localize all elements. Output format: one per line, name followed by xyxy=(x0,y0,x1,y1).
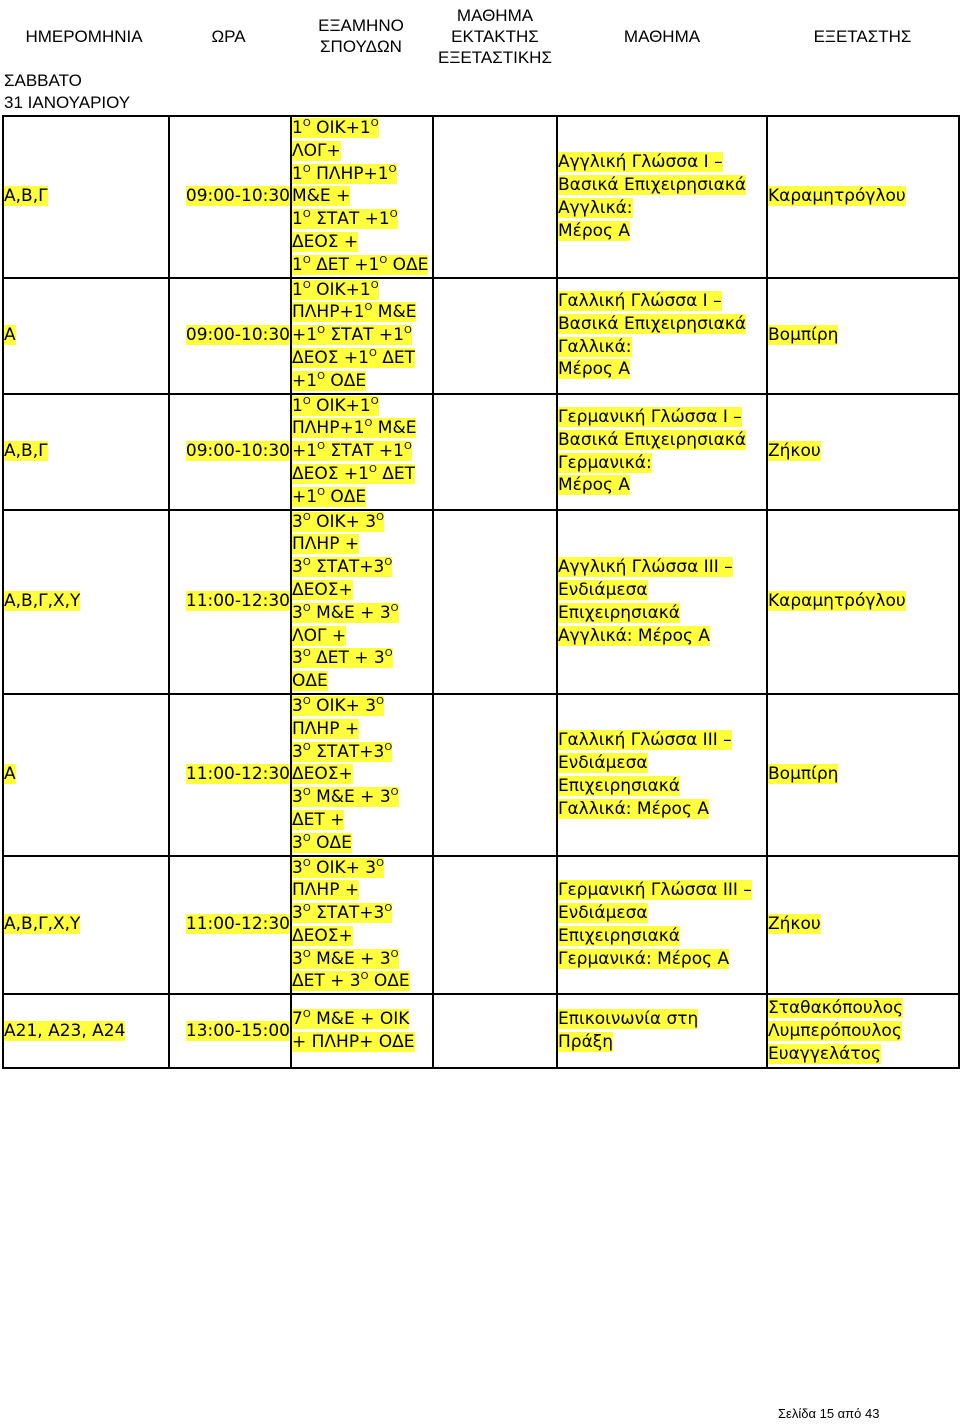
semester-line: $3^O$ $OIK+ 3^O$ xyxy=(292,695,384,716)
semester-line: $1^O$ $OIK+1^O$ ΛΟΓ+ xyxy=(292,118,379,161)
course-line: Μέρος Α xyxy=(558,359,631,380)
time-text: 11:00-12:30 xyxy=(185,591,290,612)
dept-cell xyxy=(3,994,169,1068)
semester-line: $3^O$ $\Sigma TAT+3^O$ xyxy=(292,903,393,924)
dept-cell xyxy=(3,116,169,278)
time-cell xyxy=(169,278,291,394)
semester-line: $\Pi\Lambda HP+1^O$ Μ&Ε xyxy=(292,302,417,323)
course-line: Αγγλική Γλώσσα Ι – xyxy=(558,152,723,173)
dept-cell xyxy=(3,694,169,856)
dept-cell xyxy=(3,278,169,394)
course-line: Ενδιάμεσα xyxy=(558,752,648,773)
time-text: 09:00-10:30 xyxy=(185,186,290,207)
examiner-name: Καραμητρόγλου xyxy=(768,186,906,207)
exam-day-date: 31 ΙΑΝΟΥΑΡΙΟΥ xyxy=(4,93,131,112)
exam-day-name: ΣΑΒΒΑΤΟ xyxy=(4,71,82,90)
course-line: Επιχειρησιακά xyxy=(558,602,681,623)
course-cell xyxy=(557,278,767,394)
dept-text: Α,Β,Γ,Χ,Υ xyxy=(4,591,81,612)
examiner-cell xyxy=(767,510,959,694)
dept-text: Α xyxy=(4,325,16,346)
semester-line: $3^O$ Μ&Ε + $3^O$ xyxy=(292,787,399,808)
semester-line: ΔΕΟΣ+ xyxy=(292,764,353,785)
course-ext-cell xyxy=(433,394,557,510)
examiner-name: Ζήκου xyxy=(768,441,821,462)
exam-schedule-table xyxy=(2,115,960,1069)
examiner-cell xyxy=(767,994,959,1068)
course-cell xyxy=(557,116,767,278)
semester-line: $+1^O$ ΟΔΕ xyxy=(292,486,367,507)
semester-line: $3^O$ $OIK+ 3^O$ xyxy=(292,857,384,878)
course-cell xyxy=(557,994,767,1068)
course-line: Επιχειρησιακά xyxy=(558,925,681,946)
examiner-cell xyxy=(767,116,959,278)
examiner-name: Ζήκου xyxy=(768,914,821,935)
semester-cell xyxy=(291,116,433,278)
examiner-cell xyxy=(767,394,959,510)
semester-line: $\Delta EO\Sigma +1^O$ ΔΕΤ xyxy=(292,463,416,484)
semester-line: $1^O$ $OIK+1^O$ xyxy=(292,279,379,300)
course-line: Γαλλικά: Μέρος Α xyxy=(558,798,709,819)
table-row xyxy=(3,694,959,856)
semester-line: $\Pi\Lambda HP+1^O$ Μ&Ε xyxy=(292,418,417,439)
time-cell xyxy=(169,116,291,278)
time-cell xyxy=(169,394,291,510)
examiner-cell xyxy=(767,694,959,856)
course-line: Γερμανικά: Μέρος Α xyxy=(558,948,730,969)
semester-line: $1^O$ $\Delta ET +1^O$ ΟΔΕ xyxy=(292,254,429,275)
examiner-cell xyxy=(767,278,959,394)
course-ext-cell xyxy=(433,994,557,1068)
dept-text: Α xyxy=(4,764,16,785)
time-cell xyxy=(169,856,291,995)
header-date: ΗΜΕΡΟΜΗΝΙΑ xyxy=(25,26,143,46)
semester-cell xyxy=(291,856,433,995)
course-ext-cell xyxy=(433,278,557,394)
semester-line: $\Delta ET + 3^O$ ΟΔΕ xyxy=(292,971,410,992)
time-text: 11:00-12:30 xyxy=(185,914,290,935)
course-cell xyxy=(557,394,767,510)
course-line: Γερμανικά: xyxy=(558,452,652,473)
dept-cell xyxy=(3,510,169,694)
table-row xyxy=(3,510,959,694)
header-semester: ΕΞΑΜΗΝΟ ΣΠΟΥΔΩΝ xyxy=(318,16,404,56)
semester-line: $3^O$ Μ&Ε + $3^O$ xyxy=(292,948,399,969)
semester-line: Μ&Ε + xyxy=(292,186,351,207)
dept-text: Α,Β,Γ xyxy=(4,186,48,207)
course-line: Γερμανική Γλώσσα ΙΙΙ – xyxy=(558,880,752,901)
semester-line: ΠΛΗΡ + xyxy=(292,718,360,739)
semester-line: ΔΕΤ + xyxy=(292,809,345,830)
course-ext-cell xyxy=(433,856,557,995)
semester-line: $3^O$ $\Delta ET + 3^O$ ΟΔΕ xyxy=(292,648,393,692)
semester-cell xyxy=(291,694,433,856)
dept-cell xyxy=(3,394,169,510)
semester-line: + ΠΛΗΡ+ ΟΔΕ xyxy=(292,1032,415,1053)
course-line: Επιχειρησιακά xyxy=(558,775,681,796)
course-line: Μέρος Α xyxy=(558,220,631,241)
table-row xyxy=(3,856,959,995)
course-line: Αγγλική Γλώσσα ΙΙΙ – xyxy=(558,557,733,578)
semester-line: ΠΛΗΡ + xyxy=(292,880,360,901)
examiner-cell xyxy=(767,856,959,995)
semester-line: $\Delta EO\Sigma +1^O$ ΔΕΤ xyxy=(292,347,416,368)
examiner-name: Ευαγγελάτος xyxy=(768,1043,881,1064)
course-line: Γερμανική Γλώσσα Ι – xyxy=(558,406,742,427)
semester-line: $3^O$ ΟΔΕ xyxy=(292,832,352,853)
dept-cell xyxy=(3,856,169,995)
examiner-name: Βομπίρη xyxy=(768,325,839,346)
examiner-name: Καραμητρόγλου xyxy=(768,591,906,612)
course-line: Βασικά Επιχειρησιακά xyxy=(558,313,747,334)
semester-line: $3^O$ $\Sigma TAT+3^O$ xyxy=(292,557,393,578)
semester-line: $+1^O$ $\Sigma TAT +1^O$ xyxy=(292,441,412,462)
time-text: 13:00-15:00 xyxy=(185,1020,290,1041)
semester-line: ΠΛΗΡ + xyxy=(292,534,360,555)
time-cell xyxy=(169,510,291,694)
course-ext-cell xyxy=(433,694,557,856)
exam-day xyxy=(4,70,284,114)
semester-line: $3^O$ Μ&Ε + $3^O$ xyxy=(292,602,399,623)
semester-line: $1^O$ $OIK+1^O$ xyxy=(292,395,379,416)
examiner-name: Σταθακόπουλος xyxy=(768,998,904,1019)
course-line: Γαλλική Γλώσσα Ι – xyxy=(558,290,722,311)
header-examiner: ΕΞΕΤΑΣΤΗΣ xyxy=(813,26,912,46)
semester-line: $1^O$ $\Sigma TAT +1^O$ xyxy=(292,209,398,230)
semester-line: $1^O$ $\Pi\Lambda HP+1^O$ xyxy=(292,163,397,184)
course-cell xyxy=(557,510,767,694)
time-text: 11:00-12:30 xyxy=(185,764,290,785)
semester-line: ΔΕΟΣ + xyxy=(292,231,359,252)
course-line: Μέρος Α xyxy=(558,475,631,496)
examiner-name: Βομπίρη xyxy=(768,764,839,785)
header-course-ext: ΜΑΘΗΜΑ ΕΚΤΑΚΤΗΣ ΕΞΕΤΑΣΤΙΚΗΣ xyxy=(438,5,552,67)
page-footer: Σελίδα 15 από 43 xyxy=(778,1406,880,1421)
course-cell xyxy=(557,694,767,856)
semester-line: $+1^O$ ΟΔΕ xyxy=(292,370,367,391)
semester-line: ΔΕΟΣ+ xyxy=(292,925,353,946)
semester-cell xyxy=(291,394,433,510)
table-row xyxy=(3,116,959,278)
course-line: Ενδιάμεσα xyxy=(558,579,648,600)
course-line: Βασικά Επιχειρησιακά xyxy=(558,429,747,450)
course-line: Βασικά Επιχειρησιακά xyxy=(558,174,747,195)
semester-cell xyxy=(291,278,433,394)
course-line: Αγγλικά: xyxy=(558,197,633,218)
time-text: 09:00-10:30 xyxy=(185,325,290,346)
course-cell xyxy=(557,856,767,995)
course-line: Αγγλικά: Μέρος Α xyxy=(558,625,710,646)
semester-line: $3^O$ $OIK+ 3^O$ xyxy=(292,511,384,532)
course-ext-cell xyxy=(433,116,557,278)
header-time: ΩΡΑ xyxy=(211,26,246,46)
semester-cell xyxy=(291,510,433,694)
dept-text: Α,Β,Γ xyxy=(4,441,48,462)
time-cell xyxy=(169,694,291,856)
semester-line: ΔΕΟΣ+ xyxy=(292,579,353,600)
course-line: Γαλλική Γλώσσα ΙΙΙ – xyxy=(558,730,732,751)
course-line: Γαλλικά: xyxy=(558,336,632,357)
semester-line: $+1^O$ $\Sigma TAT +1^O$ xyxy=(292,325,412,346)
semester-line: $7^O$ Μ&Ε + ΟΙΚ xyxy=(292,1009,410,1030)
course-line: Πράξη xyxy=(558,1032,614,1053)
semester-cell xyxy=(291,994,433,1068)
header-course: ΜΑΘΗΜΑ xyxy=(623,26,701,46)
table-row xyxy=(3,994,959,1068)
semester-line: ΛΟΓ + xyxy=(292,625,347,646)
course-line: Επικοινωνία στη xyxy=(558,1009,699,1030)
time-text: 09:00-10:30 xyxy=(185,441,290,462)
examiner-name: Λυμπερόπουλος xyxy=(768,1020,902,1041)
semester-line: $3^O$ $\Sigma TAT+3^O$ xyxy=(292,741,393,762)
dept-text: Α21, Α23, Α24 xyxy=(4,1020,126,1041)
dept-text: Α,Β,Γ,Χ,Υ xyxy=(4,914,81,935)
course-ext-cell xyxy=(433,510,557,694)
course-line: Ενδιάμεσα xyxy=(558,903,648,924)
table-row xyxy=(3,394,959,510)
table-row xyxy=(3,278,959,394)
time-cell xyxy=(169,994,291,1068)
